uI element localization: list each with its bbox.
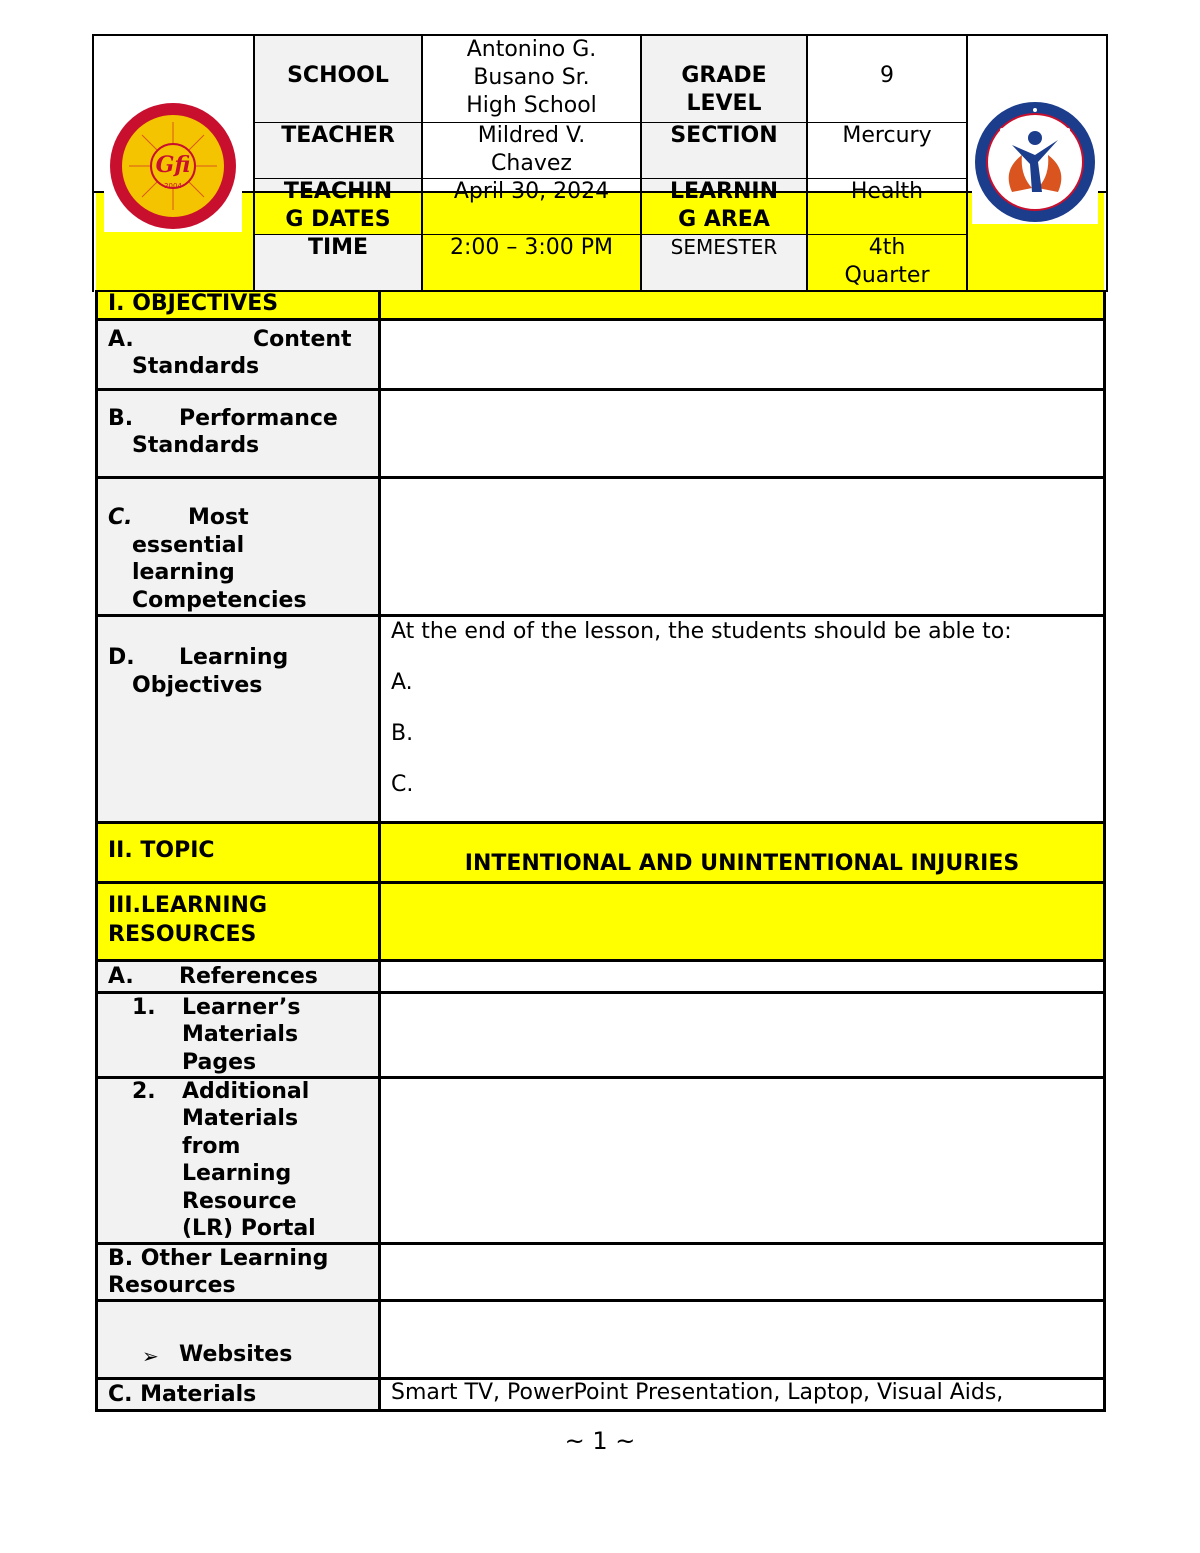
objectives-heading: I. OBJECTIVES — [108, 291, 279, 316]
websites-bullet-icon: ➢ — [142, 1344, 159, 1368]
performance-standards-word-1: Performance — [179, 406, 338, 431]
main-hline-bottom — [95, 1409, 1106, 1412]
school-value — [423, 36, 640, 120]
main-hline-3 — [95, 476, 1106, 479]
grade-label-line-2: LEVEL — [686, 91, 762, 116]
content-standards-letter: A. — [108, 327, 134, 352]
additional-materials-line-2: Materials — [182, 1106, 299, 1131]
other-learning-resources-line-2: Resources — [108, 1273, 236, 1298]
section-label: SECTION — [670, 123, 778, 148]
melc-letter: C. — [108, 505, 133, 530]
pe-logo — [972, 100, 1098, 224]
additional-materials-line-1: Additional — [182, 1079, 310, 1104]
melc-word-3: learning — [132, 560, 235, 585]
dates-label — [255, 178, 421, 234]
learning-objective-a: A. — [391, 670, 413, 695]
teacher-label: TEACHER — [281, 123, 395, 148]
section-value: Mercury — [842, 123, 932, 148]
teacher-value-line-1: Mildred V. — [477, 123, 586, 148]
learners-materials-number: 1. — [132, 995, 156, 1020]
area-label — [642, 178, 806, 234]
time-value: 2:00 – 3:00 PM — [449, 235, 614, 260]
teacher-value-line-2: Chavez — [491, 151, 572, 176]
school-value-line-1: Antonino G. — [466, 37, 597, 62]
content-standards-word-2: Standards — [132, 354, 260, 379]
school-logo-mark: Gfi — [155, 152, 191, 178]
grade-label — [642, 62, 806, 118]
melc-word-1: Most — [188, 505, 249, 530]
page-number: ~ 1 ~ — [564, 1427, 636, 1455]
dates-label-line-1: TEACHIN — [283, 179, 393, 204]
grade-value: 9 — [880, 63, 894, 88]
area-label-line-2: G AREA — [678, 207, 770, 232]
semester-value — [808, 234, 966, 290]
header-border-right — [1106, 34, 1108, 292]
melc-word-2: essential — [132, 533, 245, 558]
learners-materials-line-1: Learner’s — [182, 995, 301, 1020]
semester-value-line-1: 4th — [868, 235, 906, 260]
dates-value: April 30, 2024 — [453, 179, 610, 204]
performance-standards-word-2: Standards — [132, 433, 260, 458]
semester-label: SEMESTER — [670, 235, 778, 259]
time-label: TIME — [307, 235, 369, 260]
melc-word-4: Competencies — [132, 588, 307, 613]
additional-materials-line-4: Learning — [182, 1161, 292, 1186]
school-logo-year: 2004 — [164, 182, 182, 190]
other-learning-resources-line-1: B. Other Learning — [108, 1246, 329, 1271]
learning-objectives-intro: At the end of the lesson, the students should be able to: — [391, 619, 1012, 644]
materials-label: C. Materials — [108, 1382, 257, 1407]
websites-label: Websites — [179, 1342, 293, 1367]
additional-materials-number: 2. — [132, 1079, 156, 1104]
learning-objective-c: C. — [391, 772, 414, 797]
main-hline-7 — [95, 959, 1106, 962]
area-value: Health — [850, 179, 924, 204]
performance-standards-letter: B. — [108, 406, 134, 431]
header-label-col-1 — [254, 34, 422, 191]
dates-label-line-2: G DATES — [285, 207, 391, 232]
learning-objectives-word-1: Learning — [179, 645, 289, 670]
references-label: References — [179, 964, 318, 989]
school-value-line-2: Busano Sr. — [473, 65, 590, 90]
main-hline-11 — [95, 1299, 1106, 1302]
additional-materials-line-5: Resource — [182, 1189, 297, 1214]
main-hline-2 — [95, 388, 1106, 391]
learning-resources-heading-1: III.LEARNING — [108, 893, 267, 918]
topic-value: INTENTIONAL AND UNINTENTIONAL INJURIES — [464, 851, 1020, 876]
school-logo-seal — [104, 100, 242, 232]
header-vline-5 — [966, 34, 968, 292]
grade-label-line-1: GRADE — [681, 63, 767, 88]
content-standards-word-1: Content — [253, 327, 352, 352]
materials-value: Smart TV, PowerPoint Presentation, Laptop, Visual Aids, — [391, 1380, 1004, 1405]
school-logo — [104, 100, 242, 232]
pe-logo-seal — [972, 100, 1098, 224]
learning-objective-b: B. — [391, 721, 414, 746]
value-col-2 — [806, 34, 966, 178]
teacher-value — [423, 122, 640, 178]
references-letter: A. — [108, 964, 134, 989]
school-label: SCHOOL — [287, 63, 389, 88]
school-value-line-3: High School — [466, 93, 597, 118]
topic-label: II. TOPIC — [108, 838, 215, 863]
learners-materials-line-2: Materials — [182, 1022, 299, 1047]
additional-materials-line-6: (LR) Portal — [182, 1216, 316, 1241]
main-hline-1 — [95, 318, 1106, 321]
learning-resources-heading-2: RESOURCES — [108, 922, 257, 947]
semester-value-line-2: Quarter — [844, 263, 930, 288]
header-border-left — [92, 34, 94, 292]
main-hline-6 — [95, 881, 1106, 884]
area-label-line-1: LEARNIN — [669, 179, 779, 204]
learners-materials-line-3: Pages — [182, 1050, 257, 1075]
main-hline-5 — [95, 821, 1106, 824]
learning-objectives-letter: D. — [108, 645, 135, 670]
learning-objectives-word-2: Objectives — [132, 673, 263, 698]
additional-materials-line-3: from — [182, 1134, 241, 1159]
